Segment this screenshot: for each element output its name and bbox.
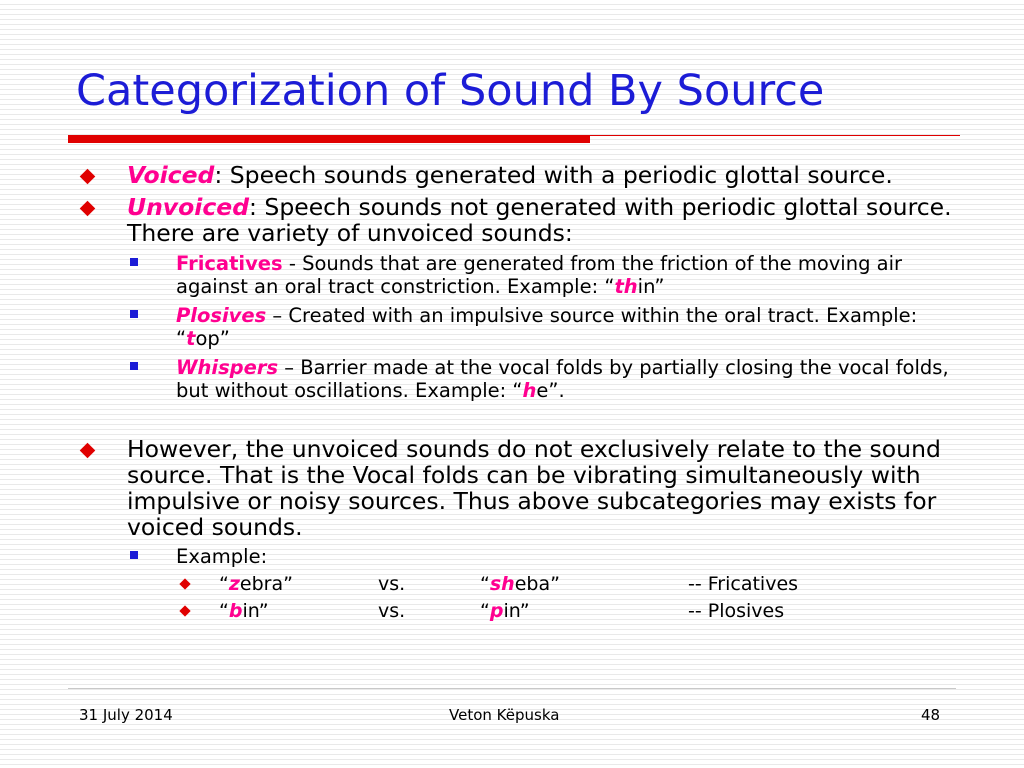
example-word-b: “pin” (480, 600, 530, 622)
example-highlight-a: b (228, 600, 243, 622)
bullet-voiced (78, 162, 956, 188)
whispers-example-tail: e”. (536, 379, 565, 402)
example-word-b: “sheba” (480, 573, 560, 595)
slide-title: Categorization of Sound By Source (76, 66, 825, 116)
example-category: -- Fricatives (688, 573, 799, 595)
diamond-bullet-icon (82, 445, 93, 456)
footer-page-number: 48 (921, 706, 941, 724)
unvoiced-definition: : Speech sounds not generated with periodic glottal source. There are variety of unvoiced sounds: (127, 193, 952, 247)
sub-bullet-plosives (128, 304, 956, 350)
term-unvoiced: Unvoiced (127, 193, 250, 221)
example-word-a: “zebra” (219, 573, 293, 595)
sub-bullet-whispers (128, 356, 956, 402)
example-vs: vs. (378, 600, 406, 622)
fricatives-example-highlight: th (614, 275, 638, 298)
example-highlight-b: sh (489, 573, 515, 595)
term-voiced: Voiced (127, 161, 215, 189)
plosives-example-highlight: t (186, 327, 196, 350)
example-word-a: “bin” (219, 600, 269, 622)
footer-author: Veton Këpuska (449, 706, 560, 724)
fricatives-example-tail: in” (637, 275, 665, 298)
square-bullet-icon (130, 258, 138, 266)
plosives-example-tail: op” (195, 327, 230, 350)
footer-divider (68, 688, 956, 689)
voiced-definition: : Speech sounds generated with a periodic glottal source. (214, 161, 893, 189)
sub-bullet-example (128, 545, 956, 568)
example-highlight-b: p (489, 600, 504, 622)
whispers-example-highlight: h (522, 379, 537, 402)
example-row-plosives (179, 598, 956, 625)
title-underline-thin (590, 135, 960, 136)
term-plosives: Plosives (176, 304, 267, 327)
slide-body (78, 162, 956, 625)
example-row-fricatives (179, 571, 956, 598)
diamond-bullet-icon (181, 580, 189, 588)
bullet-unvoiced (78, 194, 956, 246)
title-underline-thick (68, 135, 590, 143)
whispers-definition: – Barrier made at the vocal folds by partially closing the vocal folds, but without oscillations. Example: “ (176, 356, 949, 402)
plosives-definition: – Created with an impulsive source within the oral tract. Example: “ (176, 304, 918, 350)
square-bullet-icon (130, 310, 138, 318)
diamond-bullet-icon (181, 607, 189, 615)
square-bullet-icon (130, 362, 138, 370)
diamond-bullet-icon (82, 171, 93, 182)
fricatives-definition: - Sounds that are generated from the friction of the moving air against an oral tract constriction. Example: “ (176, 252, 903, 298)
example-category: -- Plosives (688, 600, 785, 622)
example-highlight-a: z (228, 573, 240, 595)
square-bullet-icon (130, 551, 138, 559)
sub-bullet-fricatives (128, 252, 956, 298)
example-vs: vs. (378, 573, 406, 595)
however-text: However, the unvoiced sounds do not exclusively relate to the sound source. That is the Vocal folds can be vibrating simultaneously with impulsive or noisy sources. Thus above subcategories may exists for voiced sounds. (127, 435, 941, 541)
footer-date: 31 July 2014 (79, 706, 173, 724)
term-whispers: Whispers (176, 356, 279, 379)
term-fricatives: Fricatives (176, 252, 283, 275)
bullet-however (78, 436, 956, 540)
diamond-bullet-icon (82, 203, 93, 214)
example-label: Example: (176, 545, 268, 568)
